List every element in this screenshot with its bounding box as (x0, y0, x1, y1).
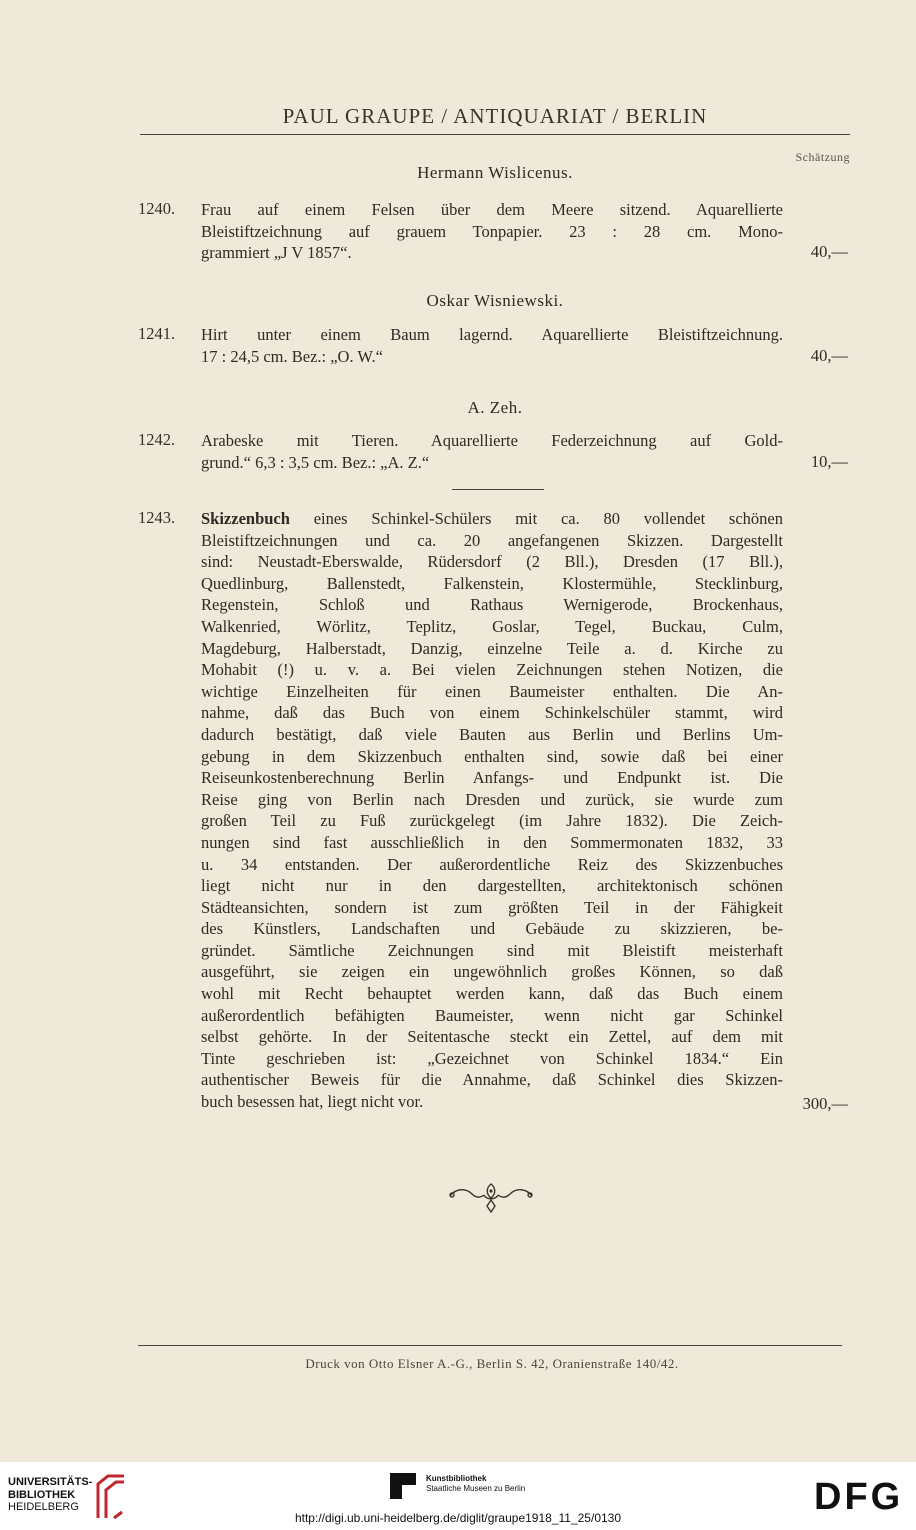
description-line: grund.“ 6,3 : 3,5 cm. Bez.: „A. Z.“ (201, 452, 430, 472)
description-line: Magdeburg, Halberstadt, Danzig, einzelne Teile a. d. Kirche zu (201, 638, 783, 658)
description-line: buch besessen hat, liegt nicht vor. (201, 1092, 424, 1112)
lot-number: 1241. (138, 324, 176, 343)
description-line: des Künstlers, Landschaften und Gebäude zu skizzieren, be- (201, 919, 783, 939)
description-line: liegt nicht nur in den dargestellten, architektonisch schönen (201, 876, 783, 896)
lot-description (201, 324, 783, 367)
description-line: nungen sind fast ausschließlich in den Sommermonaten 1832, 33 (201, 832, 783, 852)
description-line: wichtige Einzelheiten für einen Baumeister enthalten. Die An- (201, 681, 783, 701)
lot-price: 40,— (810, 346, 848, 365)
description-line: Regenstein, Schloß und Rathaus Wernigerode, Brockenhaus, (201, 595, 783, 615)
description-line: Bleistiftzeichnung auf grauem Tonpapier. 23 : 28 cm. Mono- (201, 221, 783, 241)
section-divider (452, 489, 544, 490)
description-line: Reise ging von Berlin nach Dresden und zurück, sie wurde zum (201, 789, 783, 809)
description-line: Arabeske mit Tieren. Aquarellierte Federzeichnung auf Gold- (201, 431, 783, 450)
printer-imprint: Druck von Otto Elsner A.-G., Berlin S. 42, Oranienstraße 140/42. (305, 1356, 679, 1371)
ub-line: BIBLIOTHEK (8, 1488, 76, 1501)
lot-price: 40,— (810, 242, 848, 261)
artist-heading: Hermann Wislicenus. (417, 163, 573, 182)
description-line: Walkenried, Wörlitz, Teplitz, Goslar, Tegel, Buckau, Culm, (201, 616, 783, 636)
description-line: ausgeführt, sie zeigen ein ungewöhnlich großes Können, so daß (201, 962, 783, 982)
estimate-column-label: Schätzung (795, 150, 850, 164)
description-line: nahme, daß das Buch von einem Schinkelschüler stammt, wird (201, 703, 783, 723)
description-line: außerordentlich befähigten Baumeister, wenn nicht gar Schinkel (201, 1005, 783, 1025)
kunstbibliothek-logo-icon (390, 1473, 416, 1499)
lot-price: 300,— (802, 1094, 848, 1113)
page-header: PAUL GRAUPE / ANTIQUARIAT / BERLIN (282, 104, 708, 128)
description-line: dadurch bestätigt, daß viele Bauten aus Berlin und Berlins Um- (201, 724, 783, 744)
lot-number: 1242. (138, 430, 176, 449)
artist-heading: Oskar Wisniewski. (426, 291, 564, 310)
lot-lead-rest: eines Schinkel-Schülers mit ca. 80 vollendet schönen (289, 509, 783, 528)
description-line: Frau auf einem Felsen über dem Meere sitzend. Aquarellierte (201, 200, 783, 219)
description-line: Tinte geschrieben ist: „Gezeichnet von Schinkel 1834.“ Ein (201, 1048, 783, 1068)
description-line: Quedlinburg, Ballenstedt, Falkenstein, Klostermühle, Stecklinburg, (201, 573, 783, 593)
lot-description (201, 508, 783, 1113)
kb-line: Kunstbibliothek (426, 1474, 487, 1483)
lot-lead-term: Skizzenbuch (201, 509, 290, 528)
description-line: authentischer Beweis für die Annahme, daß Schinkel dies Skizzen- (201, 1070, 783, 1090)
description-line: gründet. Sämtliche Zeichnungen sind mit Bleistift meisterhaft (201, 940, 783, 960)
description-line: Bleistiftzeichnungen und ca. 20 angefangenen Skizzen. Dargestellt (201, 530, 783, 550)
dfg-logo: DFG (814, 1476, 904, 1518)
lot-description (201, 430, 783, 473)
description-line: gebung in dem Skizzenbuch enthalten sind, sowie daß bei einer (201, 746, 783, 766)
artist-heading: A. Zeh. (467, 398, 523, 417)
ub-heidelberg-wordmark (8, 1476, 92, 1514)
lot-number: 1240. (138, 199, 176, 218)
description-line: wohl mit Recht behauptet werden kann, daß das Buch einem (201, 984, 783, 1004)
kunstbibliothek-wordmark (426, 1474, 525, 1494)
description-line: großen Teil zu Fuß zurückgelegt (im Jahre 1832). Die Zeich- (201, 811, 783, 831)
lot-number: 1243. (138, 508, 176, 527)
description-line: u. 34 entstanden. Der außerordentliche Reiz des Skizzenbuches (201, 854, 783, 874)
description-line: Hirt unter einem Baum lagernd. Aquarellierte Bleistiftzeichnung. (201, 325, 783, 344)
kb-line: Staatliche Museen zu Berlin (426, 1484, 526, 1493)
description-line (201, 508, 783, 530)
description-line: Mohabit (!) u. v. a. Bei vielen Zeichnungen stehen Notizen, die (201, 660, 783, 680)
fleuron-ornament-icon (446, 1180, 536, 1220)
lot-price: 10,— (810, 452, 848, 471)
description-line: sind: Neustadt-Eberswalde, Rüdersdorf (2 Bll.), Dresden (17 Bll.), (201, 552, 783, 572)
description-line: grammiert „J V 1857“. (201, 243, 352, 263)
permalink-url[interactable]: http://digi.ub.uni-heidelberg.de/diglit/graupe1918_11_25/0130 (294, 1511, 622, 1525)
description-line: 17 : 24,5 cm. Bez.: „O. W.“ (201, 346, 383, 366)
lot-description (201, 199, 783, 264)
description-line: Städteansichten, sondern ist zum größten Teil in der Fähigkeit (201, 897, 783, 917)
ub-line: UNIVERSITÄTS- (8, 1476, 93, 1488)
ub-line: HEIDELBERG (8, 1501, 79, 1513)
description-line: Reiseunkostenberechnung Berlin Anfangs- und Endpunkt ist. Die (201, 768, 783, 788)
header-rule (140, 134, 850, 135)
footer-rule (138, 1345, 842, 1346)
description-line: selbst gehörte. In der Seitentasche steckt ein Zettel, auf dem mit (201, 1027, 783, 1047)
